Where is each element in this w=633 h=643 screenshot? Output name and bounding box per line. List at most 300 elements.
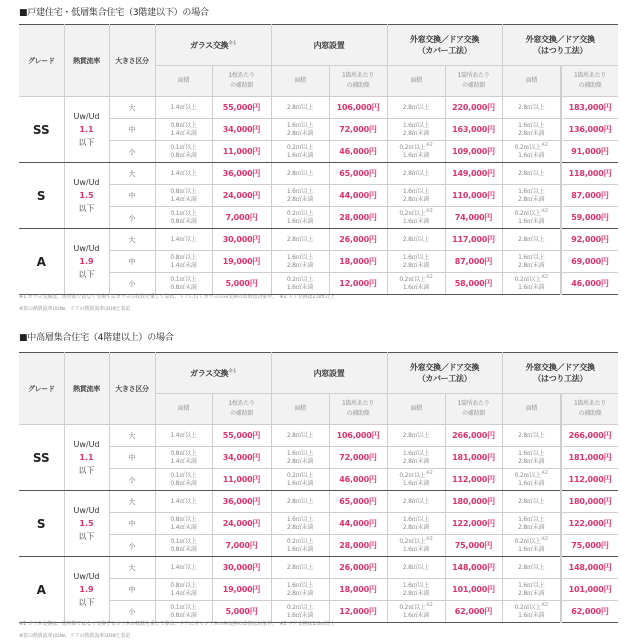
hatsuri-amount-cell [561, 425, 618, 447]
header-grade-label: グレード [27, 56, 55, 65]
area-cell [502, 425, 561, 447]
hatsuri-amount: 92,000円 [571, 235, 609, 244]
area-min: 0.2㎡以上 [514, 275, 541, 283]
size-label: 大 [128, 169, 136, 178]
hatsuri-amount-cell [561, 185, 618, 207]
header-area-label: 面積 [294, 405, 306, 412]
note-marker: ※2 [540, 207, 548, 214]
header-cover-method [387, 353, 502, 394]
area-cell [387, 601, 445, 623]
area-min: 1.6㎡以上 [286, 581, 314, 589]
area-line-min [156, 472, 212, 480]
hatsuri-amount-cell [561, 273, 618, 295]
interior-amount: 28,000円 [339, 541, 377, 550]
area-max: 2.8㎡未満 [402, 261, 430, 269]
header-amount-line1: 1箇所あたり [574, 400, 607, 407]
header-area [271, 394, 329, 425]
area-cell [502, 601, 561, 623]
glass-amount: 34,000円 [222, 125, 261, 134]
area-cell [387, 163, 445, 185]
area-line-min [503, 122, 561, 130]
header-area-label: 面積 [410, 405, 422, 412]
area-line-min [388, 535, 445, 546]
grade-cell [19, 229, 64, 295]
area-max: 2.8㎡未満 [402, 523, 430, 531]
glass-amount-cell [212, 141, 271, 163]
area-min: 1.6㎡以上 [286, 449, 314, 457]
size-cell [109, 163, 155, 185]
area-line-min [156, 236, 212, 244]
header-interior [271, 25, 387, 66]
area-line-min [388, 188, 445, 196]
area-min: 0.2㎡以上 [286, 537, 314, 545]
area-cell [271, 469, 329, 491]
area-min: 2.8㎡以上 [518, 431, 545, 439]
area-min: 2.8㎡以上 [518, 103, 545, 111]
hatsuri-amount-cell [561, 447, 618, 469]
interior-amount: 65,000円 [339, 169, 377, 178]
heat-value: 1.9 [79, 257, 94, 266]
area-max: 2.8㎡未満 [286, 261, 314, 269]
header-grade-label: グレード [27, 384, 55, 393]
glass-amount: 24,000円 [222, 191, 261, 200]
cover-amount: 181,000円 [452, 453, 495, 462]
hatsuri-amount: 87,000円 [571, 191, 609, 200]
area-cell [387, 513, 445, 535]
grade-label: S [36, 188, 46, 203]
area-line-min [503, 188, 561, 196]
note-marker: ※1 [228, 39, 237, 46]
area-min: 2.8㎡以上 [286, 103, 314, 111]
header-size [109, 353, 155, 425]
area-cell [502, 97, 561, 119]
area-min: 1.6㎡以上 [402, 253, 430, 261]
area-cell [502, 447, 561, 469]
note-marker: ※2 [540, 469, 548, 476]
glass-amount-cell [212, 163, 271, 185]
area-cell [155, 447, 212, 469]
glass-amount: 19,000円 [222, 585, 261, 594]
area-max: 2.8㎡未満 [402, 589, 430, 597]
hatsuri-amount: 62,000円 [571, 607, 609, 616]
table-header [19, 25, 618, 97]
header-amount [561, 66, 618, 97]
footnote-heat-notation: ※窓の熱貫流率はUw、ドアの熱貫流率はUdと表記 [19, 633, 131, 639]
area-min: 2.8㎡以上 [518, 235, 545, 243]
cover-amount-cell [445, 251, 502, 273]
area-max: 0.8㎡未満 [170, 479, 197, 487]
interior-amount: 72,000円 [339, 125, 377, 134]
size-cell [109, 425, 155, 447]
header-amount-line1: 1箇所あたり [342, 72, 375, 79]
size-label: 大 [128, 235, 136, 244]
size-cell [109, 97, 155, 119]
area-cell [155, 119, 212, 141]
header-amount-line1: 1箇所あたり [457, 72, 490, 79]
hatsuri-amount-cell [561, 97, 618, 119]
area-max: 1.6㎡未満 [286, 479, 314, 487]
cover-amount: 220,000円 [452, 103, 495, 112]
area-line-min [272, 104, 329, 112]
area-line-min [156, 432, 212, 440]
area-min: 1.6㎡以上 [518, 581, 545, 589]
glass-amount-cell [212, 579, 271, 601]
cover-amount-cell [445, 579, 502, 601]
table-row [19, 229, 618, 251]
area-min: 2.8㎡以上 [402, 235, 430, 243]
area-line-min [388, 122, 445, 130]
table-row [19, 251, 618, 273]
table-row [19, 425, 618, 447]
area-cell [387, 535, 445, 557]
area-max: 1.6㎡未満 [286, 611, 314, 619]
area-min: 0.2㎡以上 [399, 209, 426, 217]
cover-amount-cell [445, 229, 502, 251]
hatsuri-amount: 266,000円 [568, 431, 612, 440]
area-cell [271, 535, 329, 557]
area-max: 1.4㎡未満 [170, 457, 197, 465]
area-line-min [503, 601, 561, 612]
header-area [502, 394, 561, 425]
heat-suffix: 以下 [78, 532, 95, 541]
size-cell [109, 557, 155, 579]
header-amount-line1: 1箇所あたり [574, 72, 607, 79]
cover-amount-cell [445, 425, 502, 447]
area-cell [387, 557, 445, 579]
interior-amount: 18,000円 [339, 585, 377, 594]
area-min: 1.6㎡以上 [286, 515, 314, 523]
glass-amount: 30,000円 [222, 235, 261, 244]
heat-label: Uw/Ud [73, 244, 100, 253]
glass-amount-cell [212, 207, 271, 229]
interior-amount-cell [329, 97, 387, 119]
hatsuri-amount: 69,000円 [571, 257, 609, 266]
area-cell [387, 579, 445, 601]
interior-amount: 18,000円 [339, 257, 377, 266]
interior-amount-cell [329, 425, 387, 447]
area-min: 0.1㎡以上 [170, 143, 197, 151]
header-grade [19, 353, 64, 425]
hatsuri-amount: 136,000円 [568, 125, 612, 134]
area-max: 1.4㎡未満 [170, 129, 197, 137]
area-min: 0.2㎡以上 [514, 471, 541, 479]
cover-amount: 75,000円 [454, 541, 493, 550]
area-min: 2.8㎡以上 [402, 103, 430, 111]
area-line-min [388, 450, 445, 458]
area-max: 1.6㎡未満 [402, 545, 430, 553]
cover-amount-cell [445, 447, 502, 469]
interior-amount-cell [329, 251, 387, 273]
size-label: 中 [128, 585, 136, 594]
area-cell [271, 425, 329, 447]
interior-amount-cell [329, 513, 387, 535]
area-cell [502, 141, 561, 163]
area-max: 0.8㎡未満 [170, 611, 197, 619]
area-max: 2.8㎡未満 [286, 523, 314, 531]
size-cell [109, 207, 155, 229]
area-cell [271, 513, 329, 535]
glass-amount-cell [212, 535, 271, 557]
area-max: 1.6㎡未満 [518, 283, 545, 291]
hatsuri-amount-cell [561, 119, 618, 141]
header-area-label: 面積 [410, 77, 422, 84]
size-label: 中 [128, 125, 136, 134]
area-line-min [388, 273, 445, 284]
area-line-min [272, 254, 329, 262]
area-cell [155, 273, 212, 295]
area-line-min [272, 144, 329, 152]
area-cell [271, 163, 329, 185]
size-label: 小 [128, 541, 136, 550]
size-cell [109, 469, 155, 491]
heat-value: 1.5 [79, 191, 94, 200]
area-line-min [388, 601, 445, 612]
header-size [109, 25, 155, 97]
area-cell [155, 469, 212, 491]
hatsuri-amount: 180,000円 [568, 497, 612, 506]
area-line-min [388, 141, 445, 152]
size-cell [109, 491, 155, 513]
area-cell [387, 491, 445, 513]
header-amount-line2: の補助額 [230, 410, 253, 417]
area-cell [155, 513, 212, 535]
glass-amount: 55,000円 [222, 103, 261, 112]
header-amount [445, 66, 502, 97]
size-label: 中 [128, 257, 136, 266]
area-min: 2.8㎡以上 [518, 169, 545, 177]
area-max: 1.6㎡未満 [402, 151, 430, 159]
area-cell [271, 229, 329, 251]
area-line-min [272, 276, 329, 284]
area-min: 0.2㎡以上 [399, 275, 426, 283]
area-min: 0.2㎡以上 [286, 471, 314, 479]
area-line-min [388, 170, 445, 178]
interior-amount: 26,000円 [339, 563, 377, 572]
area-line-min [503, 236, 561, 244]
glass-amount: 36,000円 [222, 169, 261, 178]
header-glass-label: ガラス交換 [190, 40, 229, 50]
cover-amount-cell [445, 557, 502, 579]
size-label: 中 [128, 191, 136, 200]
area-line-min [272, 210, 329, 218]
table-row [19, 207, 618, 229]
heat-transfer-cell [64, 425, 109, 491]
glass-amount-cell [212, 273, 271, 295]
header-area [387, 66, 445, 97]
area-cell [502, 251, 561, 273]
header-amount-line2: の補助額 [346, 410, 370, 417]
area-cell [387, 207, 445, 229]
size-cell [109, 579, 155, 601]
area-line-min [503, 207, 561, 218]
area-min: 1.6㎡以上 [286, 187, 314, 195]
grade-cell [19, 491, 64, 557]
area-cell [502, 579, 561, 601]
interior-amount: 44,000円 [339, 519, 377, 528]
interior-amount: 106,000円 [336, 431, 380, 440]
note-marker: ※2 [540, 141, 548, 148]
hatsuri-amount-cell [561, 251, 618, 273]
header-heat-label: 熱貫流率 [73, 56, 100, 65]
area-line-min [156, 254, 212, 262]
table-row [19, 141, 618, 163]
glass-amount: 5,000円 [225, 279, 258, 288]
header-hatsuri-line2: （はつり工法） [533, 46, 588, 55]
hatsuri-amount-cell [561, 579, 618, 601]
header-cover-line1: 外窓交換／ドア交換 [409, 35, 480, 44]
area-min: 0.1㎡以上 [170, 471, 197, 479]
grade-label: S [36, 516, 46, 531]
size-label: 小 [128, 147, 136, 156]
header-area-label: 面積 [525, 77, 537, 84]
area-line-min [156, 604, 212, 612]
area-line-min [388, 516, 445, 524]
note-marker: ※2 [540, 601, 548, 608]
area-min: 1.6㎡以上 [402, 515, 430, 523]
header-grade [19, 25, 64, 97]
grade-cell [19, 163, 64, 229]
footnote-glass-door: ※1 ガラス交換は、箇所数ではなく交換するガラスの枚数を乗じて算出。ドアに付くガラスのみ交換の改修は対象外。 ※2 ドア交換は1.0㎡以上 [19, 294, 335, 300]
header-area [155, 394, 212, 425]
cover-amount: 180,000円 [452, 497, 495, 506]
header-glass [155, 25, 271, 66]
interior-amount-cell [329, 601, 387, 623]
table-header [19, 353, 618, 425]
interior-amount-cell [329, 185, 387, 207]
area-line-min [156, 450, 212, 458]
area-min: 1.4㎡以上 [170, 563, 197, 571]
cover-amount: 163,000円 [452, 125, 495, 134]
area-min: 2.8㎡以上 [402, 431, 430, 439]
area-cell [502, 207, 561, 229]
header-cover-line2: （カバー工法） [417, 46, 472, 55]
area-cell [502, 119, 561, 141]
area-cell [155, 535, 212, 557]
cover-amount: 112,000円 [452, 475, 495, 484]
header-heat-label: 熱貫流率 [73, 384, 100, 393]
area-max: 1.4㎡未満 [170, 195, 197, 203]
glass-amount-cell [212, 557, 271, 579]
area-line-min [503, 516, 561, 524]
area-min: 1.6㎡以上 [402, 581, 430, 589]
hatsuri-amount-cell [561, 207, 618, 229]
area-line-min [272, 122, 329, 130]
header-amount-line2: の補助額 [462, 410, 485, 417]
size-label: 小 [128, 213, 136, 222]
heat-value: 1.9 [79, 585, 94, 594]
area-min: 1.6㎡以上 [518, 121, 545, 129]
area-cell [387, 273, 445, 295]
header-hatsuri-line1: 外窓交換／ドア交換 [525, 35, 595, 44]
interior-amount-cell [329, 535, 387, 557]
table-row [19, 491, 618, 513]
area-line-min [272, 188, 329, 196]
area-cell [502, 535, 561, 557]
note-marker: ※2 [425, 469, 433, 476]
size-label: 大 [128, 563, 136, 572]
header-amount [329, 66, 387, 97]
heat-label: Uw/Ud [73, 112, 100, 121]
header-amount-line1: 1箇所あたり [342, 400, 375, 407]
area-max: 1.4㎡未満 [170, 261, 197, 269]
area-min: 2.8㎡以上 [286, 563, 314, 571]
area-max: 0.8㎡未満 [170, 217, 197, 225]
area-cell [155, 557, 212, 579]
area-line-min [272, 582, 329, 590]
area-min: 0.2㎡以上 [286, 143, 314, 151]
area-line-min [503, 432, 561, 440]
heat-label: Uw/Ud [73, 506, 100, 515]
interior-amount-cell [329, 163, 387, 185]
area-line-min [503, 450, 561, 458]
area-line-min [388, 236, 445, 244]
area-max: 1.6㎡未満 [518, 151, 545, 159]
area-cell [155, 97, 212, 119]
footnote-heat-notation: ※窓の熱貫流率はUw、ドアの熱貫流率はUdと表記 [19, 306, 131, 312]
area-max: 2.8㎡未満 [286, 457, 314, 465]
area-max: 1.6㎡未満 [286, 545, 314, 553]
cover-amount: 101,000円 [452, 585, 495, 594]
area-line-min [156, 498, 212, 506]
size-label: 中 [128, 519, 136, 528]
heat-value: 1.1 [79, 453, 94, 462]
glass-amount-cell [212, 119, 271, 141]
area-max: 1.6㎡未満 [402, 283, 430, 291]
area-line-min [503, 498, 561, 506]
area-max: 1.6㎡未満 [518, 217, 545, 225]
interior-amount: 46,000円 [339, 147, 377, 156]
area-line-min [503, 273, 561, 284]
area-cell [271, 447, 329, 469]
area-cell [155, 425, 212, 447]
area-cell [387, 97, 445, 119]
interior-amount: 46,000円 [339, 475, 377, 484]
cover-amount: 148,000円 [452, 563, 495, 572]
header-hatsuri-method [502, 25, 618, 66]
area-max: 2.8㎡未満 [518, 523, 545, 531]
area-cell [387, 229, 445, 251]
heat-suffix: 以下 [78, 138, 95, 147]
header-area [387, 394, 445, 425]
grade-cell [19, 97, 64, 163]
interior-amount-cell [329, 491, 387, 513]
area-min: 0.1㎡以上 [170, 603, 197, 611]
hatsuri-amount-cell [561, 535, 618, 557]
area-cell [271, 207, 329, 229]
header-area [155, 66, 212, 97]
area-cell [387, 447, 445, 469]
cover-amount: 58,000円 [454, 279, 493, 288]
hatsuri-amount: 112,000円 [568, 475, 612, 484]
interior-amount-cell [329, 119, 387, 141]
heat-suffix: 以下 [78, 598, 95, 607]
area-min: 0.2㎡以上 [399, 603, 426, 611]
size-cell [109, 251, 155, 273]
table-row [19, 273, 618, 295]
header-interior-label: 内窓設置 [313, 368, 345, 378]
area-cell [387, 425, 445, 447]
area-max: 1.6㎡未満 [518, 611, 545, 619]
interior-amount-cell [329, 229, 387, 251]
area-min: 2.8㎡以上 [518, 497, 545, 505]
area-max: 1.6㎡未満 [402, 479, 430, 487]
area-line-min [156, 538, 212, 546]
area-line-min [503, 141, 561, 152]
cover-amount: 266,000円 [452, 431, 495, 440]
area-line-min [156, 144, 212, 152]
area-min: 1.6㎡以上 [518, 187, 545, 195]
area-cell [502, 185, 561, 207]
